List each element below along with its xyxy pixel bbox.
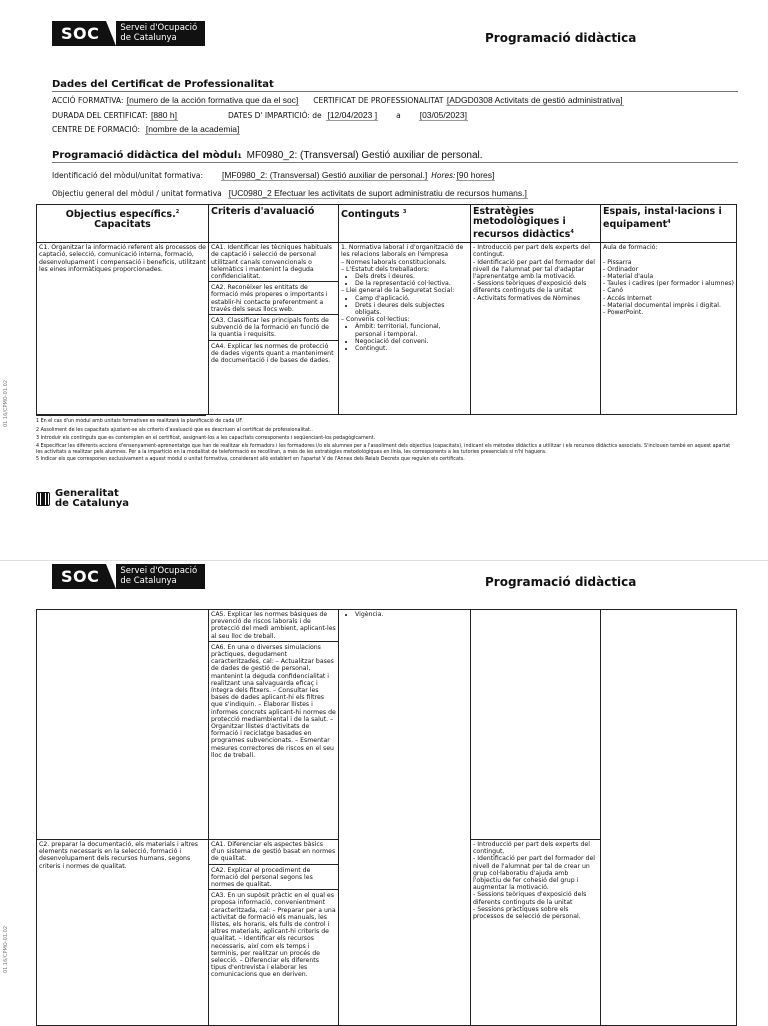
module-heading-text: Programació didàctica del mòdul — [52, 150, 238, 161]
contingut-bullet: • Negociació del conveni. — [355, 338, 468, 345]
criteri-item: CA1. Diferenciar els aspectes bàsics d'un sistema de gestió basat en normes de qualitat. — [209, 840, 338, 865]
contingut-text: – Llei general de la Seguretat Social: — [341, 287, 455, 295]
centre-field[interactable]: [nombre de la academia] — [145, 124, 240, 134]
espai-item: - Accés Internet — [603, 294, 652, 302]
contingut-text: 1. Normativa laboral i d'organització de les relacions laborals en l'empresa — [341, 244, 464, 259]
contingut-text: – Convenis col·lectius: — [341, 316, 410, 324]
contingut-bullet: • Vigència. — [355, 611, 468, 618]
col-espais: Espais, instal·lacions i equipament$^4$ — [601, 205, 737, 243]
soc-logo-line1: Servei d'Ocupació — [120, 566, 198, 576]
espai-item: - Material d'aula — [603, 272, 654, 280]
soc-logo-name — [116, 21, 205, 46]
table-row — [37, 610, 737, 840]
estrategia-item: - Introducció per part dels experts del contingut. — [473, 841, 590, 856]
durada-field[interactable]: [880 h] — [150, 110, 177, 120]
criteri-item: CA3. En un supòsit pràctic en el qual es proposa informació, convenientment caracteritzada, cal: – Preparar per a una activitat de formació els manuals, les llistes, els horaris, els fulls de control i altres materials, aplicant-hi criteris de qualitat. – Identificar els recursos necessaris, així com els temps i terminis, per realitzar un procés de selecció. – Diferenciar els diferents tipus d'entrevista i elaborar les comunicacions que en deriven. — [211, 892, 336, 979]
programme-table — [36, 204, 737, 415]
contingut-bullet: • Camp d'aplicació. — [355, 295, 468, 302]
col-objectius: Objectius específics.$^2$ Capacitats — [37, 205, 209, 243]
espai-item: - Pissarra — [603, 258, 632, 266]
programme-table-continued — [36, 609, 737, 1026]
criteri-item: CA2. Reconèixer les entitats de formació més properes o importants i establir-hi contacte preferentment a través dels seus llocs web. — [209, 283, 338, 315]
contingut-bullet: • Àmbit: territorial, funcional, personal i temporal. — [355, 323, 468, 337]
estrategia-item: - Sessions teòriques d'exposició dels diferents continguts de la unitat — [473, 891, 587, 906]
footnote-divider — [36, 415, 206, 416]
contingut-text: – L'Estatut dels treballadors: — [341, 265, 430, 273]
criteris-cell — [209, 610, 339, 840]
col-estrategies: Estratègies metodològiques i recursos didàctics$^4$ — [471, 205, 601, 243]
module-heading — [52, 150, 483, 161]
document-title: Programació didàctica — [485, 575, 637, 589]
divider — [52, 162, 738, 163]
dates-label: DATES D' IMPARTICIÓ: de — [227, 111, 322, 120]
durada-row — [52, 110, 468, 121]
footnote: 2 Assoliment de les capacitats ajustant-se als criteris d'avaluació que es descriuen al certificat de professionalitat.. — [36, 427, 313, 433]
table-header-row — [37, 205, 737, 243]
hores-field[interactable]: [90 hores] — [456, 170, 495, 180]
soc-logo-name — [116, 564, 205, 589]
criteri-item: CA1. Identificar les tècniques habituals de captació i selecció de personal utilitzant canals convencionals o telemàtics i mantenint la deguda confidencialitat. — [209, 243, 338, 282]
generalitat-logo — [36, 489, 129, 509]
espai-item: - PowerPoint. — [603, 308, 644, 316]
soc-logo — [52, 21, 205, 46]
generalitat-icon — [36, 492, 50, 506]
criteris-cell — [209, 243, 339, 415]
contingut-bullet: • Contingut. — [355, 345, 468, 352]
durada-label: DURADA DEL CERTIFICAT: — [52, 111, 148, 120]
soc-logo-mark: SOC — [61, 24, 100, 43]
estrategia-item: - Identificació per part del formador del nivell de l'alumnat per tal d'adaptar l'aprenentatge amb la motivació. — [473, 258, 596, 280]
estrategia-item: - Identificació per part del formador del nivell de l'alumnat per tal de crear un grup col·laboratiu d'ajuda amb l'objectiu de fer cohesió del grup i augmentar la motivació. — [473, 855, 596, 892]
soc-logo-line2: de Catalunya — [120, 32, 177, 43]
espai-item: - Ordinador — [603, 265, 639, 273]
soc-logo-mark: SOC — [61, 567, 100, 586]
accio-row — [52, 95, 624, 106]
criteri-item: CA4. Explicar les normes de protecció de dades vigents quant a manteniment de documentació i de bases de dades. — [211, 342, 334, 364]
estrategia-item: - Sessions pràctiques sobre els processos de selecció de personal. — [473, 905, 581, 921]
capacitat-c1: C1. Organitzar la informació referent als processos de captació, selecció, comunicació interna, formació, desenvolupament i compensació i beneficis, utilitzant les eines informàtiques proporcionades. — [37, 243, 209, 415]
continguts-cell — [339, 243, 471, 415]
criteri-item: CA2. Explicar el procediment de formació del personal segons les normes de qualitat. — [209, 866, 338, 891]
ident-field[interactable]: [MF0980_2: (Transversal) Gestió auxiliar de personal.] — [221, 170, 428, 180]
espai-item: - Canó — [603, 287, 624, 295]
hores-label: Hores: — [431, 171, 456, 180]
document-title: Programació didàctica — [485, 31, 637, 45]
footnote: 1 En el cas d'un mòdul amb unitats formatives es realitzarà la planificació de cada UF. — [36, 419, 243, 424]
objectiu-field[interactable]: [UC0980_2 Efectuar les activitats de suport administratiu de recursos humans.] — [228, 188, 527, 198]
estrategia-item: - Sessions teòriques d'exposició dels diferents continguts de la unitat — [473, 280, 587, 295]
criteri-item: CA5. Explicar les normes bàsiques de prevenció de riscos laborals i de protecció del medi ambient, aplicant-les al seu lloc de treball. — [209, 610, 338, 642]
certificate-heading: Dades del Certificat de Professionalitat — [52, 79, 274, 90]
side-code: 01.16/CPMO-01.02 — [3, 380, 9, 428]
footnote: 4 Especificar les diferents accions d'ensenyament-aprenentatge que han de realitzar els formadors i les formadores i/o els alumnes per a l'assoliment dels objectius (capacitats), indicant els mètodes didàctics a utilitzar i els recursos didàctics associats. S'inclouen també en aquest apartat les activitats a realitzar pels alumnes. Per a la impartició en la modalitat de teleformació es recolliran, a més de les estratègies metodològiques en línia, les corresponents a les tutories presencials si n'hi haguera. — [36, 443, 731, 455]
module-heading-rest: MF0980_2: (Transversal) Gestió auxiliar de personal. — [246, 150, 483, 161]
estrategia-item: - Introducció per part dels experts del contingut. — [473, 244, 590, 259]
col-criteris: Criteris d'avaluació — [209, 205, 339, 243]
date-from-field[interactable]: [12/04/2023 ] — [327, 110, 378, 120]
objectiu-label: Objectiu general del mòdul / unitat formativa — [52, 189, 222, 198]
capacitat-c2: C2. preparar la documentació, els materials i altres elements necessaris en la selecció, formació i desenvolupament dels recursos humans, segons criteris i normes de qualitat. — [37, 840, 209, 1026]
page-2 — [0, 560, 768, 1025]
soc-logo-line2: de Catalunya — [120, 575, 177, 586]
soc-logo — [52, 564, 205, 589]
footnote: 3 Introduir els continguts que es contemplen en el certificat, assignant-los a les capacitats corresponents i seqüenciant-los pedagògicament. — [36, 436, 376, 442]
contingut-text: – Normes laborals constitucionals. — [341, 258, 447, 266]
cert-field[interactable]: [ADGD0308 Activitats de gestió administrativa] — [446, 95, 623, 105]
footnote: 5 Indicar els que corresponen exclusivament a aquest mòdul o unitat formativa, considerant allò establert en l'apartat V de l'Annex dels Reials Decrets que regulen els certificats. — [36, 456, 465, 462]
footnotes — [36, 418, 736, 464]
accio-field[interactable]: [numero de la acción formativa que da el soc] — [126, 95, 299, 105]
criteri-item: CA6. En una o diverses simulacions pràctiques, degudament caracteritzades, cal: – Actualitzar bases de dades de gestió de personal, mantenint la deguda confidencialitat i realitzant una salvaguarda eficaç i íntegra dels fitxers. – Consultar les bases de dades aplicant-hi els filtres que s'indiquin. – Elaborar llistes i informes concrets aplicant-hi normes de protecció mediambiental i de la salut. – Organitzar llistes d'activitats de formació i reciclatge basades en programes subvencionats. – Esmentar mesures correctores de riscos en el seu lloc de treball. — [211, 643, 336, 759]
soc-logo-line1: Servei d'Ocupació — [120, 23, 198, 33]
criteri-item: CA3. Classificar les principals fonts de subvenció de la formació en funció de la quantia i requisits. — [209, 316, 338, 341]
centre-row — [52, 124, 240, 135]
date-separator: a — [396, 111, 401, 120]
contingut-bullet: • Dels drets i deures. — [355, 273, 468, 280]
col-continguts: Continguts $^3$ — [339, 205, 471, 243]
espais-empty — [601, 610, 737, 1026]
contingut-bullet: • Drets i deures dels subjectes obligats. — [355, 302, 468, 316]
espais-cell — [601, 243, 737, 415]
module-heading-sup: 1 — [237, 153, 242, 160]
side-code: 01.16/CPMO-01.02 — [3, 926, 9, 974]
espai-item: - Taules i cadires (per formador i alumnes) — [603, 280, 734, 288]
estrategia-item: - Activitats formatives de Nòmines — [473, 294, 580, 302]
ident-label: Identificació del mòdul/unitat formativa: — [52, 171, 203, 180]
divider — [52, 91, 738, 92]
capacitat-empty — [37, 610, 209, 840]
cert-label: CERTIFICAT DE PROFESSIONALITAT — [313, 96, 444, 105]
espai-heading: Aula de formació: — [603, 244, 658, 252]
contingut-bullet: • De la representació col·lectiva. — [355, 280, 468, 287]
centre-label: CENTRE DE FORMACIÓ: — [52, 125, 141, 134]
estrategies-empty — [471, 610, 601, 840]
criteris-cell — [209, 840, 339, 1026]
objectiu-row — [52, 188, 528, 199]
generalitat-text: Generalitat de Catalunya — [55, 488, 129, 509]
ident-row — [52, 170, 495, 181]
estrategies-cell — [471, 243, 601, 415]
estrategies-cell — [471, 840, 601, 1026]
table-row — [37, 243, 737, 415]
continguts-cell — [339, 610, 471, 1026]
espai-item: - Material documental imprès i digital. — [603, 301, 721, 309]
date-to-field[interactable]: [03/05/2023] — [419, 110, 467, 120]
accio-label: ACCIÓ FORMATIVA: — [52, 96, 124, 105]
